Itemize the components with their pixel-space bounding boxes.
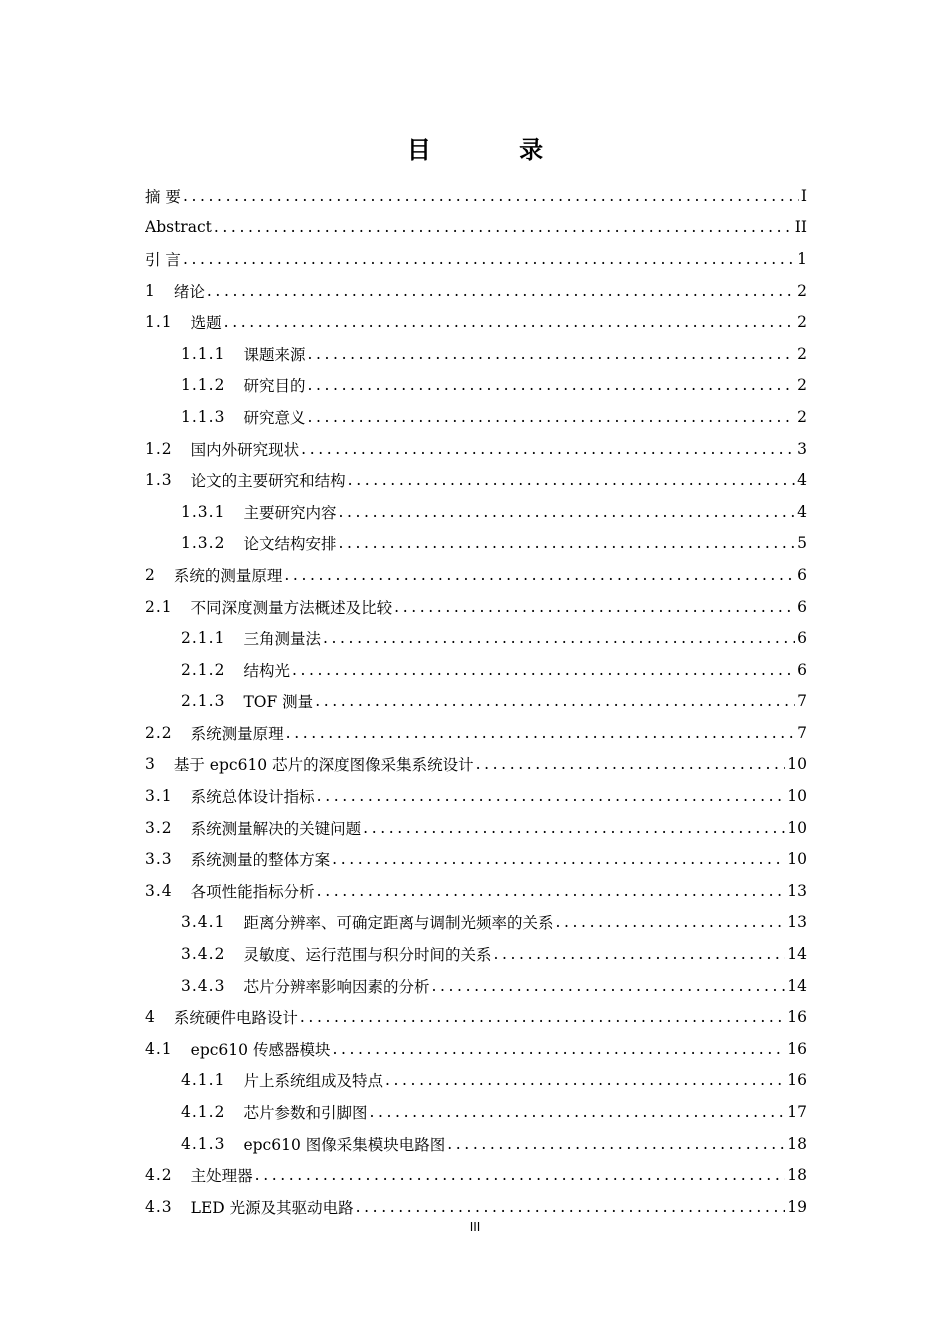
toc-entry-title: 系统测量的整体方案	[190, 851, 331, 870]
toc-entry-number: 4.1.3	[181, 1134, 226, 1153]
toc-entry-page: 13	[787, 881, 807, 900]
toc-entry-title: 引 言	[145, 250, 181, 269]
toc-entry-number: 2.1.3	[181, 692, 226, 711]
toc-entry[interactable]	[145, 843, 807, 875]
toc-entry[interactable]	[145, 275, 807, 307]
toc-entry-page: 7	[797, 692, 807, 711]
toc-leader-dots	[301, 440, 795, 458]
toc-entry[interactable]	[145, 464, 807, 496]
toc-entry-title: 系统硬件电路设计	[173, 1009, 298, 1028]
toc-entry-page: 7	[797, 723, 807, 742]
toc-leader-dots	[224, 313, 795, 331]
toc-entry-number: 3	[145, 755, 156, 774]
toc-entry-page: 16	[787, 1039, 807, 1058]
toc-entry-title: TOF 测量	[243, 693, 314, 712]
toc-entry-title: Abstract	[145, 218, 212, 237]
toc-entry-number: 3.4.3	[181, 976, 226, 995]
toc-leader-dots	[332, 850, 785, 868]
toc-entry-number: 3.1	[145, 787, 173, 806]
toc-leader-dots	[300, 1008, 785, 1026]
toc-leader-dots	[332, 1040, 785, 1058]
toc-entry-number: 3.4.1	[181, 913, 226, 932]
toc-entry[interactable]	[145, 749, 807, 781]
toc-entry-page: 10	[787, 850, 807, 869]
toc-entry-number: 3.4.2	[181, 945, 226, 964]
toc-entry-page: 4	[797, 471, 807, 490]
toc-entry[interactable]	[145, 591, 807, 623]
toc-leader-dots	[447, 1135, 785, 1153]
toc-entry-page: I	[800, 186, 807, 205]
toc-entry-page: 4	[797, 502, 807, 521]
toc-entry[interactable]	[145, 780, 807, 812]
toc-entry-page: 6	[797, 565, 807, 584]
toc-entry-number: 1	[145, 281, 156, 300]
toc-entry[interactable]	[145, 559, 807, 591]
toc-entry-page: 10	[787, 755, 807, 774]
toc-entry-title: 论文的主要研究和结构	[190, 472, 346, 491]
toc-leader-dots	[183, 187, 799, 205]
toc-entry-title: 各项性能指标分析	[190, 882, 315, 901]
toc-entry-number: 2.1	[145, 597, 173, 616]
toc-entry[interactable]	[145, 1033, 807, 1065]
toc-entry-title: 主要研究内容	[243, 503, 337, 522]
toc-leader-dots	[348, 471, 795, 489]
toc-leader-dots	[394, 598, 795, 616]
toc-leader-dots	[369, 1103, 785, 1121]
toc-entry-title: 芯片分辨率影响因素的分析	[243, 977, 430, 996]
toc-entry-number: 2	[145, 565, 156, 584]
toc-entry-title: 灵敏度、运行范围与积分时间的关系	[243, 946, 492, 965]
toc-leader-dots	[255, 1166, 786, 1184]
toc-leader-dots	[431, 977, 785, 995]
toc-entry-number: 4	[145, 1008, 156, 1027]
toc-leader-dots	[338, 503, 795, 521]
toc-entry[interactable]	[145, 306, 807, 338]
toc-entry[interactable]	[145, 370, 807, 402]
toc-entry-number: 3.2	[145, 818, 173, 837]
toc-entry-title: LED 光源及其驱动电路	[190, 1198, 354, 1217]
toc-entry-title: 国内外研究现状	[190, 440, 300, 459]
toc-entry-number: 1.1.2	[181, 376, 226, 395]
toc-entry-number: 2.1.2	[181, 660, 226, 679]
toc-leader-dots	[476, 755, 786, 773]
toc-entry[interactable]	[145, 938, 807, 970]
toc-leader-dots	[317, 787, 786, 805]
toc-leader-dots	[284, 566, 795, 584]
toc-entry-title: 论文结构安排	[243, 535, 337, 554]
toc-entry[interactable]	[145, 812, 807, 844]
toc-entry-page: 14	[787, 945, 807, 964]
toc-leader-dots	[338, 534, 795, 552]
toc-title: 目 录	[406, 136, 584, 164]
toc-entry-title: 片上系统组成及特点	[243, 1072, 383, 1091]
toc-entry[interactable]	[145, 1001, 807, 1033]
toc-entry-number: 1.1.1	[181, 344, 226, 363]
toc-entry-number: 1.1	[145, 313, 173, 332]
toc-entry[interactable]	[145, 496, 807, 528]
toc-leader-dots	[207, 282, 795, 300]
toc-entry-page: 19	[787, 1197, 807, 1216]
toc-entry-page: 6	[797, 629, 807, 648]
toc-entry-title: 系统总体设计指标	[190, 788, 315, 807]
toc-entry-page: 2	[797, 313, 807, 332]
toc-entry-title: 基于 epc610 芯片的深度图像采集系统设计	[173, 756, 474, 775]
toc-leader-dots	[555, 913, 785, 931]
toc-leader-dots	[292, 661, 795, 679]
toc-entry-number: 1.3.2	[181, 534, 226, 553]
toc-entry[interactable]	[145, 243, 807, 275]
toc-entry[interactable]	[145, 338, 807, 370]
toc-entry[interactable]	[145, 1128, 807, 1160]
toc-leader-dots	[307, 345, 795, 363]
toc-entry-page: II	[794, 218, 807, 237]
toc-leader-dots	[286, 724, 795, 742]
toc-entry-title: 系统测量解决的关键问题	[190, 819, 362, 838]
toc-leader-dots	[323, 629, 795, 647]
toc-entry-number: 1.3.1	[181, 502, 226, 521]
toc-entry-number: 4.3	[145, 1197, 173, 1216]
toc-leader-dots	[183, 250, 795, 268]
toc-entry-page: 2	[797, 281, 807, 300]
toc-leader-dots	[385, 1071, 785, 1089]
toc-entry[interactable]	[145, 1096, 807, 1128]
toc-entry-page: 18	[787, 1166, 807, 1185]
toc-entry-page: 18	[787, 1134, 807, 1153]
toc-entry-page: 6	[797, 660, 807, 679]
toc-leader-dots	[317, 882, 786, 900]
toc-leader-dots	[356, 1198, 786, 1216]
toc-entry-title: 课题来源	[243, 345, 306, 364]
toc-entry-title: 选题	[190, 314, 222, 333]
toc-entry-title: 结构光	[243, 661, 290, 680]
toc-entry[interactable]	[145, 1159, 807, 1191]
toc-entry-number: 1.1.3	[181, 407, 226, 426]
toc-entry-title: 系统测量原理	[190, 724, 284, 743]
toc-entry-page: 6	[797, 597, 807, 616]
toc-entry-title: epc610 传感器模块	[190, 1040, 331, 1059]
toc-entry-number: 4.1	[145, 1039, 173, 1058]
toc-entry-page: 10	[787, 787, 807, 806]
toc-entry-title: 主处理器	[190, 1167, 253, 1186]
toc-entry-page: 3	[797, 439, 807, 458]
toc-entry-number: 4.1.2	[181, 1103, 226, 1122]
toc-entry-page: 2	[797, 376, 807, 395]
toc-entry-page: 16	[787, 1071, 807, 1090]
toc-entry-title: 不同深度测量方法概述及比较	[190, 598, 393, 617]
toc-entry[interactable]	[145, 212, 807, 244]
toc-entry-title: 芯片参数和引脚图	[243, 1104, 368, 1123]
table-of-contents	[145, 180, 807, 1223]
toc-entry-page: 5	[797, 534, 807, 553]
toc-entry-title: 距离分辨率、可确定距离与调制光频率的关系	[243, 914, 554, 933]
toc-entry-title: 摘 要	[145, 187, 181, 206]
toc-entry-number: 4.2	[145, 1166, 173, 1185]
toc-entry[interactable]	[145, 654, 807, 686]
toc-entry[interactable]	[145, 1191, 807, 1223]
toc-entry-title: 研究意义	[243, 408, 306, 427]
toc-entry-page: 1	[797, 249, 807, 268]
toc-leader-dots	[214, 218, 793, 236]
toc-entry-page: 17	[787, 1103, 807, 1122]
toc-entry-page: 2	[797, 344, 807, 363]
toc-entry-number: 1.3	[145, 471, 173, 490]
toc-entry-number: 3.4	[145, 881, 173, 900]
toc-entry-title: epc610 图像采集模块电路图	[243, 1135, 446, 1154]
toc-entry[interactable]	[145, 401, 807, 433]
toc-entry[interactable]	[145, 875, 807, 907]
toc-entry-page: 10	[787, 818, 807, 837]
toc-entry[interactable]	[145, 180, 807, 212]
toc-entry-number: 2.1.1	[181, 629, 226, 648]
toc-entry-number: 1.2	[145, 439, 173, 458]
toc-entry-number: 2.2	[145, 723, 173, 742]
toc-entry-title: 绪论	[173, 282, 205, 301]
toc-entry[interactable]	[145, 433, 807, 465]
toc-entry-number: 4.1.1	[181, 1071, 226, 1090]
toc-entry-number: 3.3	[145, 850, 173, 869]
toc-leader-dots	[307, 408, 795, 426]
toc-entry[interactable]	[145, 686, 807, 718]
toc-entry[interactable]	[145, 717, 807, 749]
toc-leader-dots	[363, 819, 785, 837]
toc-entry-title: 三角测量法	[243, 630, 321, 649]
toc-entry-page: 14	[787, 976, 807, 995]
toc-entry[interactable]	[145, 528, 807, 560]
toc-leader-dots	[307, 376, 795, 394]
toc-entry-page: 13	[787, 913, 807, 932]
toc-entry[interactable]	[145, 970, 807, 1002]
toc-entry-title: 研究目的	[243, 377, 306, 396]
toc-leader-dots	[493, 945, 785, 963]
toc-entry[interactable]	[145, 907, 807, 939]
toc-entry-page: 16	[787, 1008, 807, 1027]
toc-entry[interactable]	[145, 622, 807, 654]
page-number: III	[469, 1220, 481, 1234]
toc-entry[interactable]	[145, 1065, 807, 1097]
toc-entry-title: 系统的测量原理	[173, 566, 283, 585]
toc-leader-dots	[315, 692, 795, 710]
toc-entry-page: 2	[797, 407, 807, 426]
